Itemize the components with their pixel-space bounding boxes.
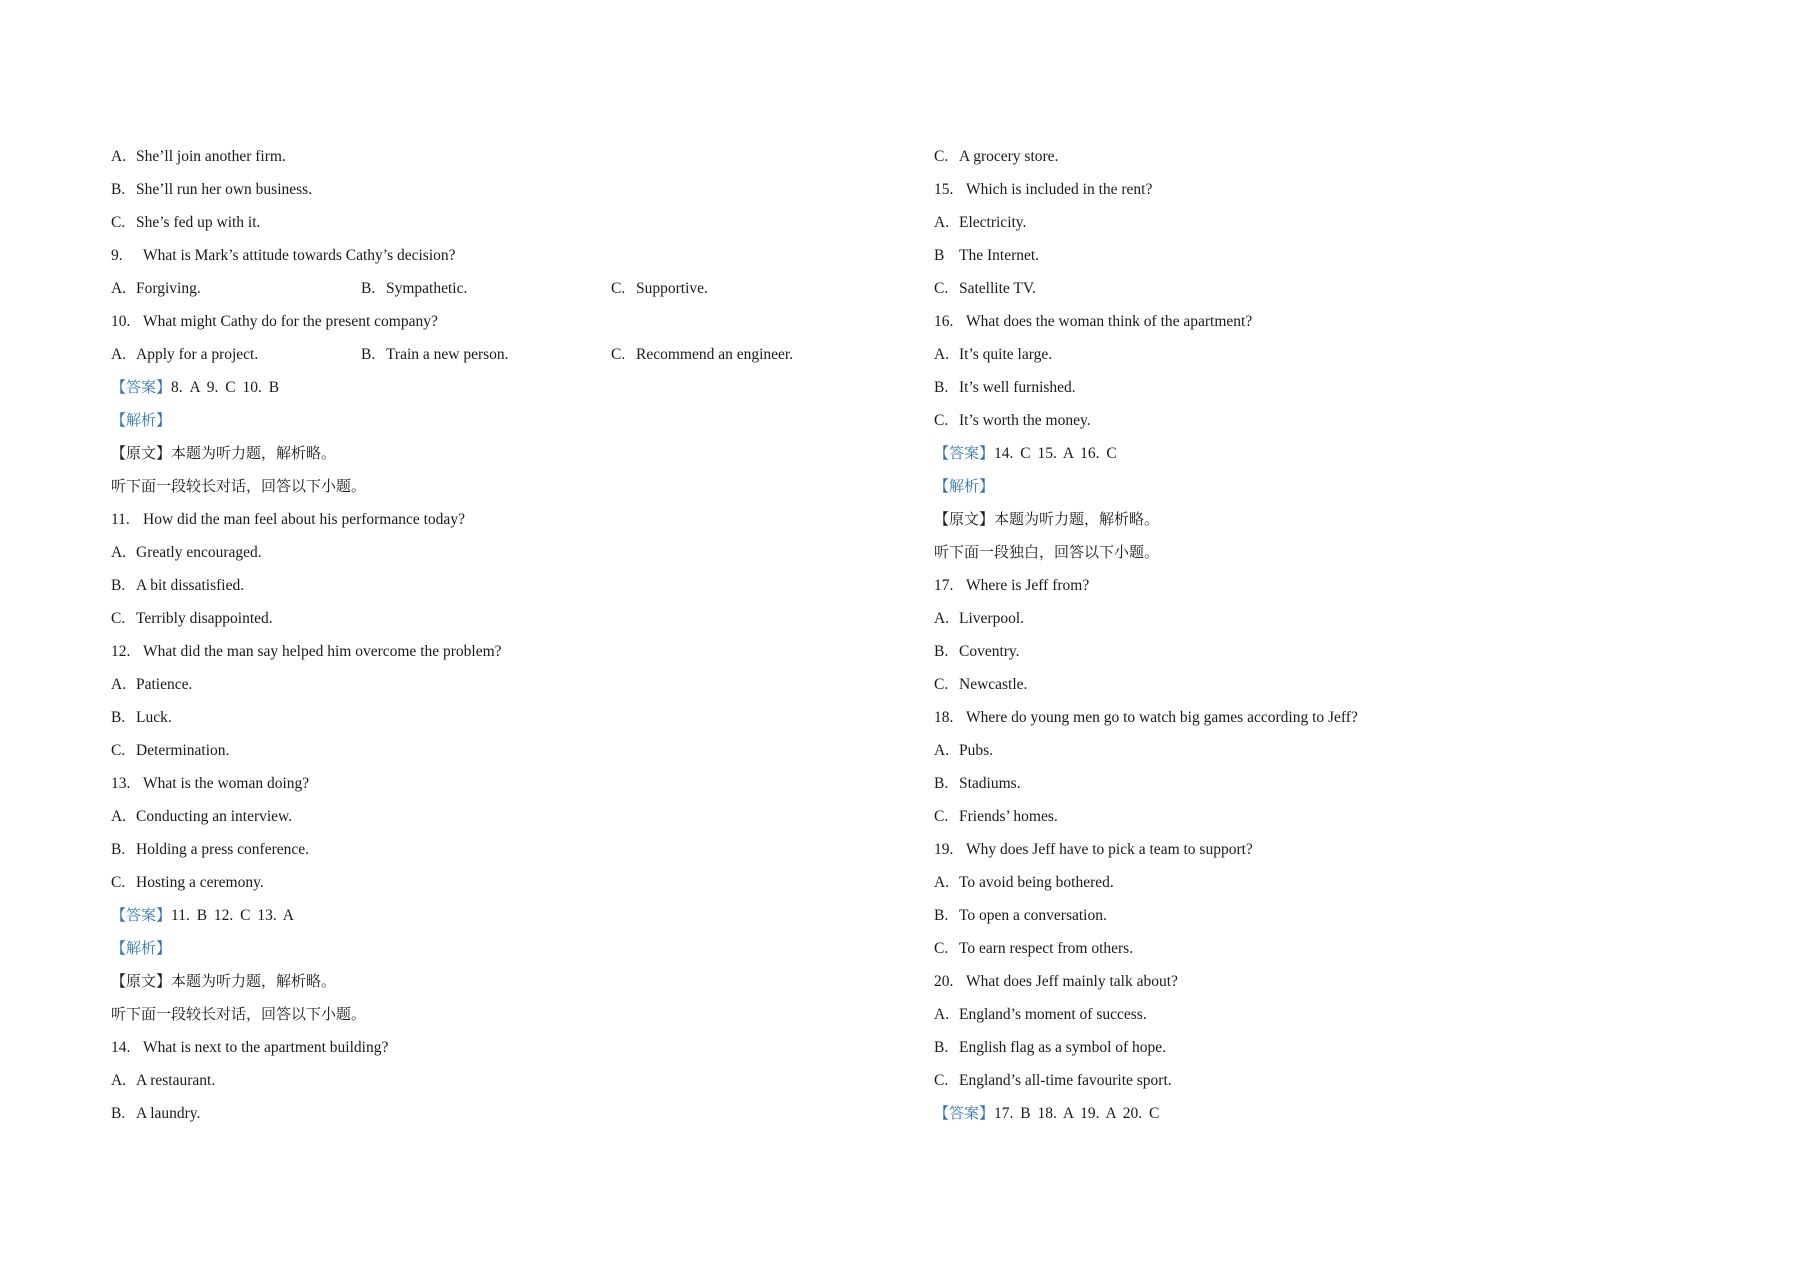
question-9 bbox=[111, 239, 871, 272]
option-letter: A. bbox=[111, 544, 127, 561]
q12-option-a bbox=[111, 668, 871, 701]
q11-option-a bbox=[111, 536, 871, 569]
option-letter: C. bbox=[934, 148, 949, 165]
answer-line bbox=[934, 437, 1694, 470]
question-20 bbox=[934, 965, 1694, 998]
option-letter: B. bbox=[934, 643, 949, 660]
question-10 bbox=[111, 305, 871, 338]
question-text: Why does Jeff have to pick a team to support? bbox=[966, 841, 1253, 858]
option-letter: A. bbox=[934, 214, 950, 231]
option-letter: C. bbox=[111, 874, 126, 891]
question-18 bbox=[934, 701, 1694, 734]
question-11 bbox=[111, 503, 871, 536]
question-text: What is the woman doing? bbox=[143, 775, 310, 792]
section-intro: 听下面一段独白，回答以下小题。 bbox=[934, 543, 1160, 561]
option-text: The Internet. bbox=[959, 247, 1040, 264]
option-text: Patience. bbox=[136, 676, 193, 693]
question-14 bbox=[111, 1031, 871, 1064]
option-letter: B. bbox=[111, 841, 126, 858]
original-text-line: 【原文】本题为听力题，解析略。 bbox=[934, 510, 1160, 528]
option-text: Liverpool. bbox=[959, 610, 1024, 627]
question-number: 13. bbox=[111, 775, 131, 792]
option-text: Greatly encouraged. bbox=[136, 544, 262, 561]
q19-option-c bbox=[934, 932, 1694, 965]
q11-option-c bbox=[111, 602, 871, 635]
option-text: To open a conversation. bbox=[959, 907, 1107, 924]
q14-option-a bbox=[111, 1064, 871, 1097]
q9-options-row bbox=[111, 272, 871, 305]
option-text: She’ll join another firm. bbox=[136, 148, 286, 165]
question-16 bbox=[934, 305, 1694, 338]
option-letter: B. bbox=[934, 379, 949, 396]
answer-tag: 【答案】 bbox=[934, 1104, 995, 1122]
q13-option-b bbox=[111, 833, 871, 866]
option-text: Newcastle. bbox=[959, 676, 1028, 693]
option-text: Satellite TV. bbox=[959, 280, 1036, 297]
q19-option-b bbox=[934, 899, 1694, 932]
option-text: Hosting a ceremony. bbox=[136, 874, 264, 891]
option-text: It’s quite large. bbox=[959, 346, 1053, 363]
q10-options-row bbox=[111, 338, 871, 371]
answer-text: 11. B 12. C 13. A bbox=[171, 907, 294, 924]
question-text: What did the man say helped him overcome the problem? bbox=[143, 643, 502, 660]
q16-option-a bbox=[934, 338, 1694, 371]
q15-option-b bbox=[934, 239, 1694, 272]
question-17 bbox=[934, 569, 1694, 602]
question-number: 9. bbox=[111, 247, 123, 264]
analysis-tag: 【解析】 bbox=[111, 939, 172, 957]
answer-line bbox=[111, 899, 871, 932]
question-text: Where do young men go to watch big games according to Jeff? bbox=[966, 709, 1358, 726]
option-letter: B. bbox=[111, 181, 126, 198]
q9-option-b bbox=[361, 272, 467, 305]
option-text: Coventry. bbox=[959, 643, 1020, 660]
option-letter: A. bbox=[111, 148, 127, 165]
option-letter: A. bbox=[934, 1006, 950, 1023]
option-letter: B. bbox=[111, 709, 126, 726]
answer-tag: 【答案】 bbox=[111, 906, 172, 924]
option-text: Electricity. bbox=[959, 214, 1027, 231]
option-text: A grocery store. bbox=[959, 148, 1059, 165]
analysis-line bbox=[934, 470, 1694, 503]
q12-option-b bbox=[111, 701, 871, 734]
answer-tag: 【答案】 bbox=[111, 378, 172, 396]
option-letter: C. bbox=[111, 214, 126, 231]
option-letter: B. bbox=[111, 577, 126, 594]
question-text: What is Mark’s attitude towards Cathy’s decision? bbox=[143, 247, 456, 264]
option-text: Pubs. bbox=[959, 742, 994, 759]
q10-option-c bbox=[611, 338, 793, 371]
question-number: 15. bbox=[934, 181, 954, 198]
option-text: Friends’ homes. bbox=[959, 808, 1058, 825]
q13-option-c bbox=[111, 866, 871, 899]
answer-tag: 【答案】 bbox=[934, 444, 995, 462]
option-letter: B. bbox=[934, 775, 949, 792]
q14-option-b bbox=[111, 1097, 871, 1130]
question-text: Where is Jeff from? bbox=[966, 577, 1090, 594]
option-letter: C. bbox=[611, 346, 626, 363]
option-text: Stadiums. bbox=[959, 775, 1021, 792]
question-text: How did the man feel about his performance today? bbox=[143, 511, 465, 528]
q15-option-c bbox=[934, 272, 1694, 305]
section-intro: 听下面一段较长对话，回答以下小题。 bbox=[111, 477, 367, 495]
question-number: 19. bbox=[934, 841, 954, 858]
option-text: England’s moment of success. bbox=[959, 1006, 1147, 1023]
option-letter: A. bbox=[111, 676, 127, 693]
q10-option-a bbox=[111, 338, 258, 371]
option-letter: C. bbox=[611, 280, 626, 297]
q20-option-b bbox=[934, 1031, 1694, 1064]
question-19 bbox=[934, 833, 1694, 866]
option-letter: A. bbox=[934, 742, 950, 759]
question-number: 20. bbox=[934, 973, 954, 990]
option-text: Sympathetic. bbox=[386, 280, 468, 297]
original-text-line: 【原文】本题为听力题，解析略。 bbox=[111, 444, 337, 462]
q9-option-a bbox=[111, 272, 201, 305]
option-letter: B. bbox=[934, 907, 949, 924]
option-letter: C. bbox=[934, 808, 949, 825]
option-text: To avoid being bothered. bbox=[959, 874, 1114, 891]
right-column bbox=[934, 140, 1694, 1130]
question-number: 14. bbox=[111, 1039, 131, 1056]
q10-option-b bbox=[361, 338, 509, 371]
option-letter: A. bbox=[934, 346, 950, 363]
question-text: What does Jeff mainly talk about? bbox=[966, 973, 1178, 990]
option-letter: C. bbox=[934, 412, 949, 429]
question-text: What does the woman think of the apartment? bbox=[966, 313, 1253, 330]
question-text: Which is included in the rent? bbox=[966, 181, 1153, 198]
option-letter: A. bbox=[934, 610, 950, 627]
q13-option-a bbox=[111, 800, 871, 833]
q18-option-c bbox=[934, 800, 1694, 833]
option-text: She’ll run her own business. bbox=[136, 181, 313, 198]
original-text-line: 【原文】本题为听力题，解析略。 bbox=[111, 972, 337, 990]
option-text: Forgiving. bbox=[136, 280, 201, 297]
question-number: 10. bbox=[111, 313, 131, 330]
question-number: 16. bbox=[934, 313, 954, 330]
question-text: What is next to the apartment building? bbox=[143, 1039, 389, 1056]
option-text: Determination. bbox=[136, 742, 230, 759]
question-text: What might Cathy do for the present company? bbox=[143, 313, 438, 330]
option-letter: A. bbox=[111, 1072, 127, 1089]
option-letter: B. bbox=[361, 280, 376, 297]
option-letter: B bbox=[934, 247, 945, 264]
question-number: 18. bbox=[934, 709, 954, 726]
q19-option-a bbox=[934, 866, 1694, 899]
option-text: A bit dissatisfied. bbox=[136, 577, 245, 594]
option-text: Train a new person. bbox=[386, 346, 509, 363]
option-letter: B. bbox=[361, 346, 376, 363]
q18-option-b bbox=[934, 767, 1694, 800]
option-letter: C. bbox=[111, 742, 126, 759]
answer-text: 8. A 9. C 10. B bbox=[171, 379, 280, 396]
option-letter: C. bbox=[934, 676, 949, 693]
option-text: Apply for a project. bbox=[136, 346, 259, 363]
q18-option-a bbox=[934, 734, 1694, 767]
q20-option-a bbox=[934, 998, 1694, 1031]
option-text: England’s all-time favourite sport. bbox=[959, 1072, 1172, 1089]
question-13 bbox=[111, 767, 871, 800]
option-letter: C. bbox=[934, 280, 949, 297]
q8-option-a bbox=[111, 140, 871, 173]
left-column bbox=[111, 140, 871, 1130]
option-letter: A. bbox=[934, 874, 950, 891]
analysis-tag: 【解析】 bbox=[934, 477, 995, 495]
option-text: It’s well furnished. bbox=[959, 379, 1076, 396]
question-number: 12. bbox=[111, 643, 131, 660]
q16-option-c bbox=[934, 404, 1694, 437]
section-intro: 听下面一段较长对话，回答以下小题。 bbox=[111, 1005, 367, 1023]
option-letter: B. bbox=[934, 1039, 949, 1056]
option-text: It’s worth the money. bbox=[959, 412, 1091, 429]
question-12 bbox=[111, 635, 871, 668]
question-15 bbox=[934, 173, 1694, 206]
q15-option-a bbox=[934, 206, 1694, 239]
option-text: She’s fed up with it. bbox=[136, 214, 261, 231]
option-text: Holding a press conference. bbox=[136, 841, 310, 858]
option-text: Recommend an engineer. bbox=[636, 346, 794, 363]
option-letter: B. bbox=[111, 1105, 126, 1122]
answer-line bbox=[111, 371, 871, 404]
option-letter: C. bbox=[934, 1072, 949, 1089]
q17-option-a bbox=[934, 602, 1694, 635]
analysis-line bbox=[111, 404, 871, 437]
analysis-line bbox=[111, 932, 871, 965]
q8-option-b bbox=[111, 173, 871, 206]
option-text: A restaurant. bbox=[136, 1072, 216, 1089]
option-text: Luck. bbox=[136, 709, 172, 726]
q8-option-c bbox=[111, 206, 871, 239]
option-text: A laundry. bbox=[136, 1105, 201, 1122]
option-letter: C. bbox=[934, 940, 949, 957]
option-text: Conducting an interview. bbox=[136, 808, 293, 825]
q20-option-c bbox=[934, 1064, 1694, 1097]
q11-option-b bbox=[111, 569, 871, 602]
option-letter: A. bbox=[111, 346, 127, 363]
option-text: To earn respect from others. bbox=[959, 940, 1134, 957]
question-number: 11. bbox=[111, 511, 130, 528]
option-letter: C. bbox=[111, 610, 126, 627]
answer-text: 14. C 15. A 16. C bbox=[994, 445, 1117, 462]
answer-text: 17. B 18. A 19. A 20. C bbox=[994, 1105, 1160, 1122]
answer-line bbox=[934, 1097, 1694, 1130]
q17-option-c bbox=[934, 668, 1694, 701]
question-number: 17. bbox=[934, 577, 954, 594]
q12-option-c bbox=[111, 734, 871, 767]
option-text: English flag as a symbol of hope. bbox=[959, 1039, 1167, 1056]
option-letter: A. bbox=[111, 280, 127, 297]
q9-option-c bbox=[611, 272, 708, 305]
q14-option-c bbox=[934, 140, 1694, 173]
q16-option-b bbox=[934, 371, 1694, 404]
q17-option-b bbox=[934, 635, 1694, 668]
analysis-tag: 【解析】 bbox=[111, 411, 172, 429]
option-letter: A. bbox=[111, 808, 127, 825]
option-text: Terribly disappointed. bbox=[136, 610, 273, 627]
option-text: Supportive. bbox=[636, 280, 708, 297]
